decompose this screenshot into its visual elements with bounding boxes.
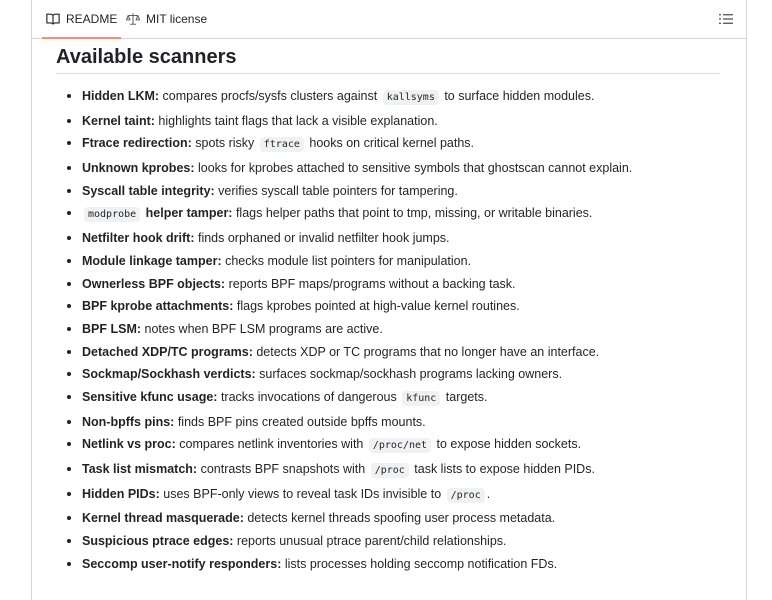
list-item xyxy=(82,230,720,246)
list-item xyxy=(82,183,720,199)
list-item xyxy=(82,389,720,407)
scanner-description: highlights taint flags that lack a visible explanation. xyxy=(154,113,438,128)
scanner-description-tail: . xyxy=(486,486,491,501)
scanner-name: Sensitive kfunc usage: xyxy=(82,389,218,404)
list-item xyxy=(82,135,720,153)
readme-content xyxy=(56,38,720,578)
scanner-description: uses BPF-only views to reveal task IDs invisible to xyxy=(159,486,445,501)
scanner-name: Task list mismatch: xyxy=(82,462,198,476)
scanner-name: Hidden PIDs: xyxy=(82,486,160,501)
scanner-description: finds orphaned or invalid netfilter hook jumps. xyxy=(194,231,450,246)
scanner-name: Seccomp user-notify responders: xyxy=(82,556,282,571)
scanner-name: Suspicious ptrace edges: xyxy=(82,534,234,549)
scanner-name: Netlink vs proc: xyxy=(82,437,176,452)
scanner-description: reports unusual ptrace parent/child relationships. xyxy=(233,534,507,549)
tab-license[interactable] xyxy=(126,0,207,38)
scanner-description: compares procfs/sysfs clusters against xyxy=(159,89,381,103)
scanner-name: Sockmap/Sockhash verdicts: xyxy=(82,367,256,382)
list-item xyxy=(82,321,720,337)
tab-license-label: MIT license xyxy=(146,12,208,26)
list-item xyxy=(82,556,720,572)
list-item xyxy=(82,533,720,549)
tab-readme-label: README xyxy=(66,12,118,26)
list-icon xyxy=(718,11,734,27)
scanner-name: Module linkage tamper: xyxy=(82,253,222,268)
inline-code: /proc xyxy=(371,463,409,478)
scanner-description: spots risky xyxy=(191,136,258,151)
scanner-description: checks module list pointers for manipulation. xyxy=(221,253,472,268)
scanner-description: finds BPF pins created outside bpffs mounts. xyxy=(174,414,426,429)
section-heading: Available scanners xyxy=(56,45,720,74)
scanner-description: detects kernel threads spoofing user process metadata. xyxy=(243,511,556,526)
scanner-description: flags kprobes pointed at high-value kernel routines. xyxy=(233,299,520,314)
list-item xyxy=(82,344,720,360)
scanner-description: tracks invocations of dangerous xyxy=(217,389,401,404)
scanner-description: flags helper paths that point to tmp, missing, or writable binaries. xyxy=(232,206,593,221)
inline-code: /proc/net xyxy=(369,438,431,453)
scanner-description: reports BPF maps/programs without a backing task. xyxy=(225,276,516,291)
list-item xyxy=(82,113,720,129)
list-item xyxy=(82,253,720,269)
scanner-name: Non-bpffs pins: xyxy=(82,414,175,429)
scanner-description-tail: to surface hidden modules. xyxy=(440,89,595,103)
inline-code: /proc xyxy=(447,488,485,503)
scanner-name: Syscall table integrity: xyxy=(82,183,215,198)
list-item xyxy=(82,414,720,430)
tab-readme[interactable] xyxy=(42,0,121,38)
readme-tabbar xyxy=(32,0,746,39)
scale-icon xyxy=(126,12,140,26)
scanner-name: Hidden LKM: xyxy=(82,89,160,103)
list-item xyxy=(82,298,720,314)
scanner-name: Netfilter hook drift: xyxy=(82,231,195,246)
scanner-name: Ftrace redirection: xyxy=(82,136,192,151)
scanner-name: helper tamper: xyxy=(142,206,233,221)
scanner-list xyxy=(56,88,720,572)
list-item xyxy=(82,366,720,382)
inline-code: kfunc xyxy=(402,391,440,406)
book-icon xyxy=(46,12,60,26)
scanner-name: BPF LSM: xyxy=(82,321,142,336)
scanner-description: contrasts BPF snapshots with xyxy=(197,462,369,476)
scanner-description-tail: to expose hidden sockets. xyxy=(433,437,582,452)
scanner-description: surfaces sockmap/sockhash programs lacking owners. xyxy=(255,367,563,382)
scanner-description: verifies syscall table pointers for tampering. xyxy=(214,183,458,198)
list-item xyxy=(82,205,720,223)
scanner-name: Unknown kprobes: xyxy=(82,161,195,176)
scanner-description-tail: hooks on critical kernel paths. xyxy=(305,136,475,151)
scanner-name: Kernel taint: xyxy=(82,113,155,128)
outline-button[interactable] xyxy=(718,11,734,27)
list-item xyxy=(82,461,720,479)
list-item xyxy=(82,436,720,454)
scanner-description-tail: task lists to expose hidden PIDs. xyxy=(410,462,595,476)
scanner-description: compares netlink inventories with xyxy=(175,437,367,452)
scanner-name: Detached XDP/TC programs: xyxy=(82,344,253,359)
list-item xyxy=(82,486,720,504)
scanner-name: Ownerless BPF objects: xyxy=(82,276,226,291)
scanner-name: BPF kprobe attachments: xyxy=(82,299,234,314)
list-item xyxy=(82,88,720,106)
inline-code: ftrace xyxy=(260,137,304,152)
scanner-description: detects XDP or TC programs that no longer have an interface. xyxy=(252,344,600,359)
readme-panel xyxy=(31,0,747,600)
inline-code: kallsyms xyxy=(383,90,439,105)
scanner-name: Kernel thread masquerade: xyxy=(82,511,244,526)
inline-code: modprobe xyxy=(84,207,140,222)
scanner-description: looks for kprobes attached to sensitive symbols that ghostscan cannot explain. xyxy=(194,161,633,176)
list-item xyxy=(82,510,720,526)
list-item xyxy=(82,160,720,176)
scanner-description: lists processes holding seccomp notification FDs. xyxy=(281,556,558,571)
scanner-description-tail: targets. xyxy=(442,389,488,404)
scanner-description: notes when BPF LSM programs are active. xyxy=(141,321,383,336)
list-item xyxy=(82,276,720,292)
